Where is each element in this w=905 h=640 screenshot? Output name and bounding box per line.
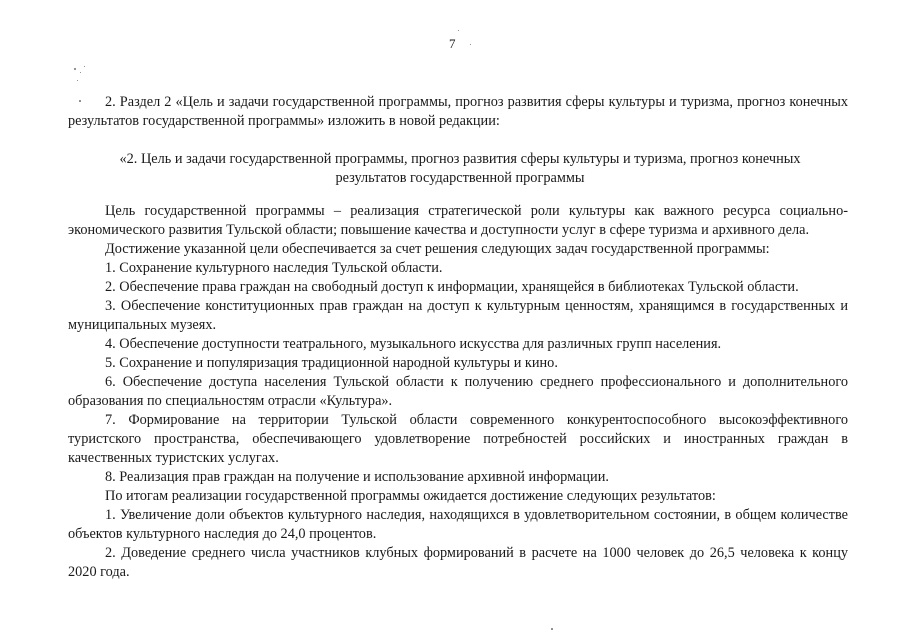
section-body [68,202,848,582]
intro-section [68,93,848,131]
paragraph-task-8: 8. Реализация прав граждан на получение и использование архивной информации. [105,469,609,485]
paragraph-task-4: 4. Обеспечение доступности театрального, музыкального искусства для различных групп населения. [105,336,722,352]
paragraph-result-2: 2. Доведение среднего числа участников клубных формирований в расчете на 1000 человек до 26,5 человека к концу 2020 года. [68,545,848,580]
scan-speck [551,628,553,630]
paragraph-task-1: 1. Сохранение культурного наследия Тульской области. [105,260,443,276]
scan-speck [74,68,76,70]
paragraph-task-5: 5. Сохранение и популяризация традиционной народной культуры и кино. [105,355,558,371]
paragraph-task-6: 6. Обеспечение доступа населения Тульской области к получению среднего профессионального и дополнительного образования по специальностям отрасли «Культура». [68,374,848,409]
intro-paragraph: 2. Раздел 2 «Цель и задачи государственной программы, прогноз развития сферы культуры и туризма, прогноз конечных результатов государственной программы» изложить в новой редакции: [68,94,848,129]
scan-speck [84,66,85,67]
paragraph-task-2: 2. Обеспечение права граждан на свободный доступ к информации, хранящейся в библиотеках Тульской области. [105,279,799,295]
paragraph-task-7: 7. Формирование на территории Тульской области современного конкурентоспособного высокоэффективного туристского пространства, обеспечивающего удовлетворение потребностей российских и иностранных граждан в качественных туристских услугах. [68,412,848,466]
paragraph-result-1: 1. Увеличение доли объектов культурного наследия, находящихся в удовлетворительном состоянии, в общем количестве объектов культурного наследия до 24,0 процентов. [68,507,848,542]
section-heading: «2. Цель и задачи государственной программы, прогноз развития сферы культуры и туризма, прогноз конечных результатов государственной программы [119,151,801,186]
scan-speck [77,80,78,81]
paragraph-results-intro: По итогам реализации государственной программы ожидается достижение следующих результатов: [105,488,716,504]
scan-speck [458,30,459,31]
page-number: 7 [449,36,456,51]
paragraph-tasks-intro: Достижение указанной цели обеспечивается за счет решения следующих задач государственной программы: [105,241,770,257]
paragraph-task-3: 3. Обеспечение конституционных прав граждан на доступ к культурным ценностям, хранящимся в государственных и муниципальных музеях. [68,298,848,333]
scan-speck [470,44,471,45]
paragraph-goal: Цель государственной программы – реализация стратегической роли культуры как важного ресурса социально-экономического развития Тульской области; повышение качества и доступности услуг в сфере туризма и архивного дела. [68,203,848,238]
scan-speck [80,72,81,73]
